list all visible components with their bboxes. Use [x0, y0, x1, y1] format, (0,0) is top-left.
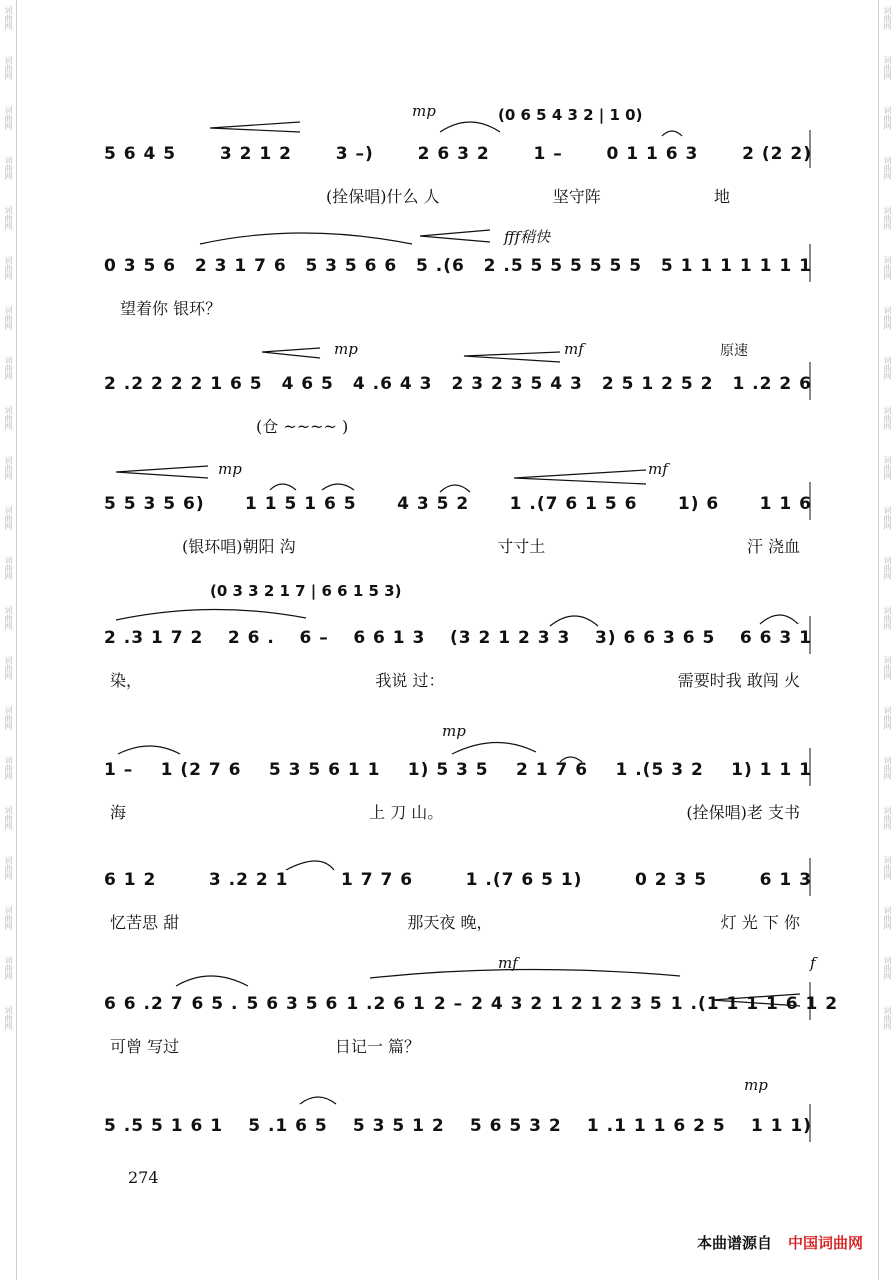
- lyrics-row: [100, 296, 816, 318]
- measure: 2 3 2 3 5 4 3: [451, 374, 583, 394]
- measure: 5 5 3 5 6): [104, 494, 205, 514]
- watermark-text: 词曲网: [883, 206, 892, 230]
- measure: 1 .(7 6 5 1): [465, 870, 583, 890]
- slur: [452, 742, 536, 754]
- measure: 2 .2 2 2 2 1 6 5: [104, 374, 263, 394]
- measure: 5 .5 5 1 6 1: [104, 1116, 224, 1136]
- measure: 0 2 3 5: [635, 870, 708, 890]
- notes-row: [100, 370, 816, 398]
- measure: 6 6 3 1: [739, 628, 812, 648]
- lyric: (仓 ~~~~ ): [256, 417, 349, 436]
- watermark-text: 词曲网: [4, 556, 13, 580]
- lyric: 可曾 写过: [110, 1037, 180, 1056]
- notes-row: [100, 990, 839, 1018]
- watermark-text: 词曲网: [4, 506, 13, 530]
- measure: 1) 5 3 5: [407, 760, 489, 780]
- measure: 1 .1 1 1 6 2 5: [586, 1116, 726, 1136]
- lyric: 染，: [110, 671, 143, 690]
- measure: 2 –: [433, 994, 464, 1014]
- measure: 5 3 5 1 2: [352, 1116, 445, 1136]
- lyric: 坚守阵: [552, 187, 601, 206]
- measure: 1 –: [533, 144, 563, 164]
- measure: 4 3 5 2: [397, 494, 470, 514]
- measure: 3 .2 2 1: [208, 870, 289, 890]
- notes-row: [100, 866, 816, 894]
- lyrics-row: [100, 184, 816, 206]
- watermark-text: 词曲网: [883, 806, 892, 830]
- lyrics-row: [100, 910, 816, 932]
- lyric: 望着你 银环？: [120, 299, 222, 318]
- watermark-text: 词曲网: [4, 6, 13, 30]
- lyric: 需要时我 敢闯 火: [677, 671, 800, 690]
- watermark-text: 词曲网: [883, 856, 892, 880]
- lyric: 海: [110, 803, 127, 822]
- watermark-text: 词曲网: [4, 706, 13, 730]
- measure: 2 3 1 7 6: [194, 256, 287, 276]
- watermark-text: 词曲网: [883, 606, 892, 630]
- measure: 1 1 6: [759, 494, 812, 514]
- dynamic-mf: mf: [498, 954, 518, 972]
- measure: 2 4 3 2: [471, 994, 544, 1014]
- crescendo-hairpin: [464, 352, 560, 362]
- source-label: 本曲谱源自: [696, 1234, 772, 1252]
- watermark-text: 词曲网: [883, 6, 892, 30]
- notes-row: [100, 624, 816, 652]
- measure: 1 2 1 2 3 5: [551, 994, 663, 1014]
- slur: [662, 131, 682, 136]
- measure: 1 .(1 1 1 1 6 1 2: [670, 994, 839, 1014]
- slur: [118, 746, 180, 754]
- measure: 0 3 5 6: [104, 256, 177, 276]
- watermark-text: 词曲网: [4, 756, 13, 780]
- watermark-text: 词曲网: [4, 306, 13, 330]
- measure: 1 1 1): [750, 1116, 812, 1136]
- watermark-text: 词曲网: [4, 456, 13, 480]
- slur: [200, 233, 412, 244]
- measure: 3) 6 6 3 6 5: [594, 628, 716, 648]
- notes-row: [100, 756, 816, 784]
- watermark-text: 词曲网: [4, 806, 13, 830]
- dynamic-mp: mp: [412, 102, 436, 120]
- measure: 5 6 5 3 2: [469, 1116, 562, 1136]
- dynamic-f: f: [810, 954, 816, 972]
- measure: 5 1 1 1 1 1 1 1: [660, 256, 812, 276]
- measure: 4 6 5: [281, 374, 334, 394]
- measure: 0 1 1 6 3: [606, 144, 699, 164]
- lyric: (拴保唱)老 支书: [686, 803, 800, 822]
- measure: 6 1 3: [759, 870, 812, 890]
- measure: 5 .1 6 5: [248, 1116, 328, 1136]
- watermark-text: 词曲网: [4, 106, 13, 130]
- dynamic-mp: mp: [218, 460, 242, 478]
- watermark-text: 词曲网: [883, 106, 892, 130]
- notes-row: [100, 490, 816, 518]
- measure: 2 .3 1 7 2: [104, 628, 204, 648]
- tempo-mark: 原速: [720, 343, 748, 359]
- watermark-text: 词曲网: [883, 756, 892, 780]
- lyrics-row: [100, 1034, 816, 1056]
- measure: 5 6 3 5 6: [246, 994, 339, 1014]
- watermark-text: 词曲网: [4, 256, 13, 280]
- slur: [300, 1097, 336, 1104]
- lyric: (银环唱)朝阳 沟: [182, 537, 296, 556]
- measure: 5 3 5 6 1 1: [268, 760, 381, 780]
- notes-row: [100, 1112, 816, 1140]
- measure: 6 5 .: [191, 994, 239, 1014]
- measure: 5 .(6: [416, 256, 465, 276]
- notes-row: [100, 252, 816, 280]
- lyric: 忆苦思 甜: [110, 913, 180, 932]
- watermark-text: 词曲网: [883, 956, 892, 980]
- upper-variant: (0 6 5 4 3 2 | 1 0): [498, 106, 643, 124]
- watermark-text: 词曲网: [883, 256, 892, 280]
- lyric: 我说 过：: [375, 671, 445, 690]
- watermark-text: 词曲网: [883, 356, 892, 380]
- measure: 3 2 1 2: [219, 144, 292, 164]
- watermark-text: 词曲网: [4, 956, 13, 980]
- measure: 1 –: [104, 760, 134, 780]
- upper-variant: (0 3 3 2 1 7 | 6 6 1 5 3): [210, 582, 402, 600]
- measure: 2 .5 5 5 5 5 5 5: [483, 256, 643, 276]
- watermark-text: 词曲网: [883, 156, 892, 180]
- measure: 1 1 5 1 6 5: [245, 494, 357, 514]
- page-number: 274: [128, 1168, 159, 1187]
- source-credit: [697, 1232, 863, 1253]
- diminuendo-hairpin: [420, 230, 490, 242]
- measure: 1 7 7 6: [340, 870, 414, 890]
- notes-row: [100, 140, 816, 168]
- watermark-text: 词曲网: [4, 356, 13, 380]
- measure: 2 6 .: [227, 628, 275, 648]
- lyric: 灯 光 下 你: [720, 913, 800, 932]
- watermark-text: 词曲网: [883, 306, 892, 330]
- watermark-text: 词曲网: [4, 1006, 13, 1030]
- dynamic-mf: mf: [648, 460, 668, 478]
- slur: [176, 976, 248, 986]
- measure: 1 .2 6 1: [346, 994, 426, 1014]
- lyrics-row: [100, 668, 816, 690]
- crescendo-hairpin: [210, 122, 300, 132]
- measure: 2 1 7 6: [516, 760, 589, 780]
- watermark-text: 词曲网: [883, 506, 892, 530]
- slur: [440, 122, 500, 132]
- slur: [116, 609, 306, 620]
- measure: 1 .2 2 6: [732, 374, 812, 394]
- measure: 6 –: [299, 628, 329, 648]
- watermark-text: 词曲网: [4, 406, 13, 430]
- measure: 1 .(5 3 2: [615, 760, 704, 780]
- measure: 4 .6 4 3: [352, 374, 433, 394]
- watermark-text: 词曲网: [883, 706, 892, 730]
- dynamic-mp: mp: [442, 722, 466, 740]
- watermark-text: 词曲网: [4, 156, 13, 180]
- watermark-text: 词曲网: [883, 456, 892, 480]
- measure: 6 6 1 3: [353, 628, 426, 648]
- watermark-text: 词曲网: [4, 906, 13, 930]
- lyrics-row: [100, 414, 816, 436]
- measure: (3 2 1 2 3 3: [450, 628, 571, 648]
- lyric: 寸寸土: [497, 537, 546, 556]
- lyric: 那天夜 晚，: [407, 913, 493, 932]
- watermark-text: 词曲网: [883, 906, 892, 930]
- measure: 2 5 1 2 5 2: [601, 374, 714, 394]
- measure: 1 (2 7 6: [160, 760, 242, 780]
- measure: 3 –): [335, 144, 374, 164]
- watermark-text: 词曲网: [883, 56, 892, 80]
- watermark-text: 词曲网: [4, 606, 13, 630]
- slur: [370, 969, 680, 978]
- crescendo-hairpin: [262, 348, 320, 358]
- measure: 2 (2 2): [742, 144, 812, 164]
- right-watermark-strip: [878, 0, 895, 1280]
- dynamic-mp: mp: [744, 1076, 768, 1094]
- dynamic-fff: fff稍快: [504, 228, 551, 246]
- measure: 1) 1 1 1: [731, 760, 812, 780]
- dynamic-mp: mp: [334, 340, 358, 358]
- slur: [760, 615, 798, 624]
- watermark-text: 词曲网: [4, 656, 13, 680]
- lyric: 上 刀 山。: [369, 803, 444, 822]
- measure: 2 6 3 2: [417, 144, 490, 164]
- lyric: 日记一 篇？: [334, 1037, 420, 1056]
- watermark-text: 词曲网: [4, 856, 13, 880]
- watermark-text: 词曲网: [883, 556, 892, 580]
- watermark-text: 词曲网: [883, 1006, 892, 1030]
- measure: 1 .(7 6 1 5 6: [509, 494, 638, 514]
- lyric: 地: [713, 187, 730, 206]
- watermark-text: 词曲网: [4, 56, 13, 80]
- measure: 5 6 4 5: [104, 144, 177, 164]
- watermark-text: 词曲网: [883, 406, 892, 430]
- lyric: 汗 浇血: [746, 537, 800, 556]
- crescendo-hairpin: [116, 466, 208, 478]
- lyric: (拴保唱)什么 人: [326, 187, 440, 206]
- lyrics-row: [100, 800, 816, 822]
- measure: 6 1 2: [104, 870, 157, 890]
- watermark-text: 词曲网: [883, 656, 892, 680]
- source-brand: 中国词曲网: [787, 1234, 863, 1252]
- lyrics-row: [100, 534, 816, 556]
- measure: 1) 6: [677, 494, 720, 514]
- watermark-text: 词曲网: [4, 206, 13, 230]
- left-watermark-strip: [0, 0, 17, 1280]
- dynamic-mf: mf: [564, 340, 584, 358]
- measure: 5 3 5 6 6: [305, 256, 398, 276]
- crescendo-hairpin: [514, 470, 646, 484]
- measure: 6 6 .2 7: [104, 994, 184, 1014]
